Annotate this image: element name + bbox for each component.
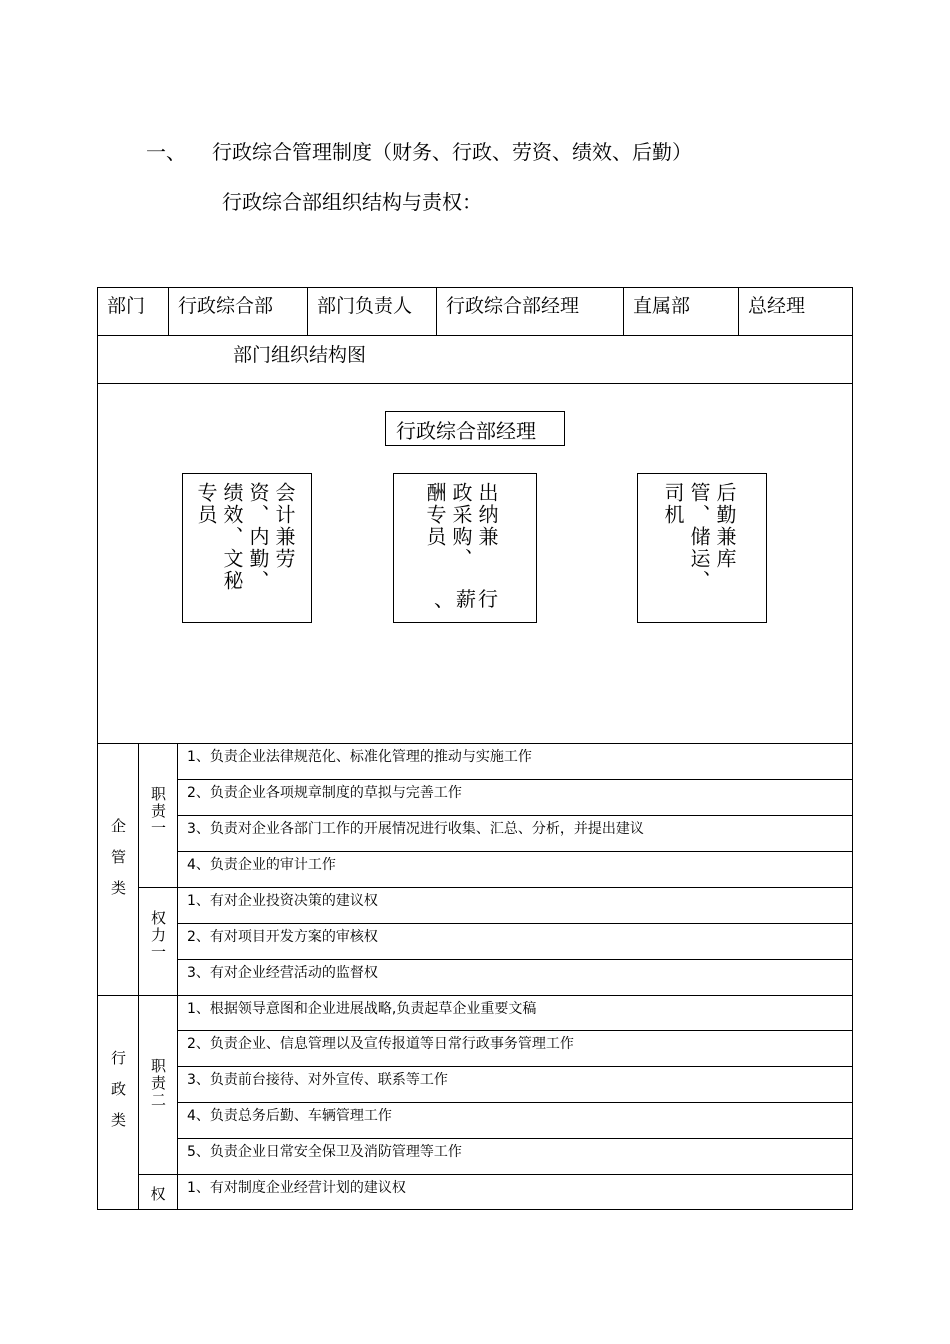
org-box-logistics-col-1: 后勤兼库 bbox=[713, 482, 737, 570]
org-box-cashier-col-1: 出纳兼 bbox=[475, 482, 499, 548]
section1-duty-2: 2、负责企业各项规章制度的草拟与完善工作 bbox=[187, 785, 462, 801]
section-subtitle: 行政综合部组织结构与责权： bbox=[222, 190, 482, 214]
dept-value: 行政综合部 bbox=[178, 295, 274, 317]
section1-duty-4: 4、负责企业的审计工作 bbox=[187, 857, 336, 873]
head-label: 部门负责人 bbox=[317, 295, 413, 317]
section2-duty-3: 3、负责前台接待、对外宣传、联系等工作 bbox=[187, 1072, 448, 1088]
section2-duty-label: 职责二 bbox=[149, 1058, 167, 1109]
org-chart-title: 部门组织结构图 bbox=[233, 344, 367, 366]
section1-duty-1: 1、负责企业法律规范化、标准化管理的推动与实施工作 bbox=[187, 749, 532, 765]
page-title: 行政综合管理制度（财务、行政、劳资、绩效、后勤） bbox=[212, 140, 692, 164]
section2-duty-2: 2、负责企业、信息管理以及宣传报道等日常行政事务管理工作 bbox=[187, 1036, 574, 1052]
section2-category: 行政类 bbox=[109, 1050, 127, 1143]
org-top-box bbox=[385, 411, 565, 446]
org-box-logistics-col-2: 管、储运、 bbox=[687, 482, 711, 592]
org-box-cashier-col-3: 酬专员 bbox=[423, 482, 447, 548]
section2-duty-5: 5、负责企业日常安全保卫及消防管理等工作 bbox=[187, 1144, 462, 1160]
section1-power-1: 1、有对企业投资决策的建议权 bbox=[187, 893, 378, 909]
head-value: 行政综合部经理 bbox=[446, 295, 580, 317]
section1-duty-3: 3、负责对企业各部门工作的开展情况进行收集、汇总、分析，并提出建议 bbox=[187, 821, 644, 837]
section1-power-2: 2、有对项目开发方案的审核权 bbox=[187, 929, 378, 945]
org-top-box-label: 行政综合部经理 bbox=[396, 419, 536, 443]
org-box-accounting bbox=[182, 473, 312, 623]
org-box-cashier bbox=[393, 473, 537, 623]
section2-power-label: 权 bbox=[150, 1185, 166, 1203]
section1-duty-label: 职责一 bbox=[149, 786, 167, 837]
org-box-accounting-col-3: 绩效、文秘 bbox=[220, 482, 244, 592]
section1-power-label: 权力一 bbox=[149, 910, 167, 961]
dept-label: 部门 bbox=[107, 295, 146, 317]
section2-duty-1: 1、根据领导意图和企业进展战略,负责起草企业重要文稿 bbox=[187, 1001, 537, 1017]
report-value: 总经理 bbox=[748, 295, 806, 317]
org-box-accounting-col-2: 资、内勤、 bbox=[246, 482, 270, 592]
section1-power-3: 3、有对企业经营活动的监督权 bbox=[187, 965, 378, 981]
section2-duty-4: 4、负责总务后勤、车辆管理工作 bbox=[187, 1108, 392, 1124]
org-box-cashier-col-2: 政采购、 bbox=[449, 482, 473, 570]
section1-category: 企管类 bbox=[109, 818, 127, 911]
report-label: 直属部 bbox=[633, 295, 691, 317]
org-box-cashier-col-4: 、薪行 bbox=[434, 587, 500, 611]
org-box-logistics-col-3: 司机 bbox=[661, 482, 685, 526]
section2-power-1: 1、有对制度企业经营计划的建议权 bbox=[187, 1180, 406, 1196]
org-box-logistics bbox=[637, 473, 767, 623]
heading-number: 一、 bbox=[146, 140, 186, 164]
org-box-accounting-col-4: 专员 bbox=[194, 482, 218, 526]
org-box-accounting-col-1: 会计兼劳 bbox=[272, 482, 296, 570]
